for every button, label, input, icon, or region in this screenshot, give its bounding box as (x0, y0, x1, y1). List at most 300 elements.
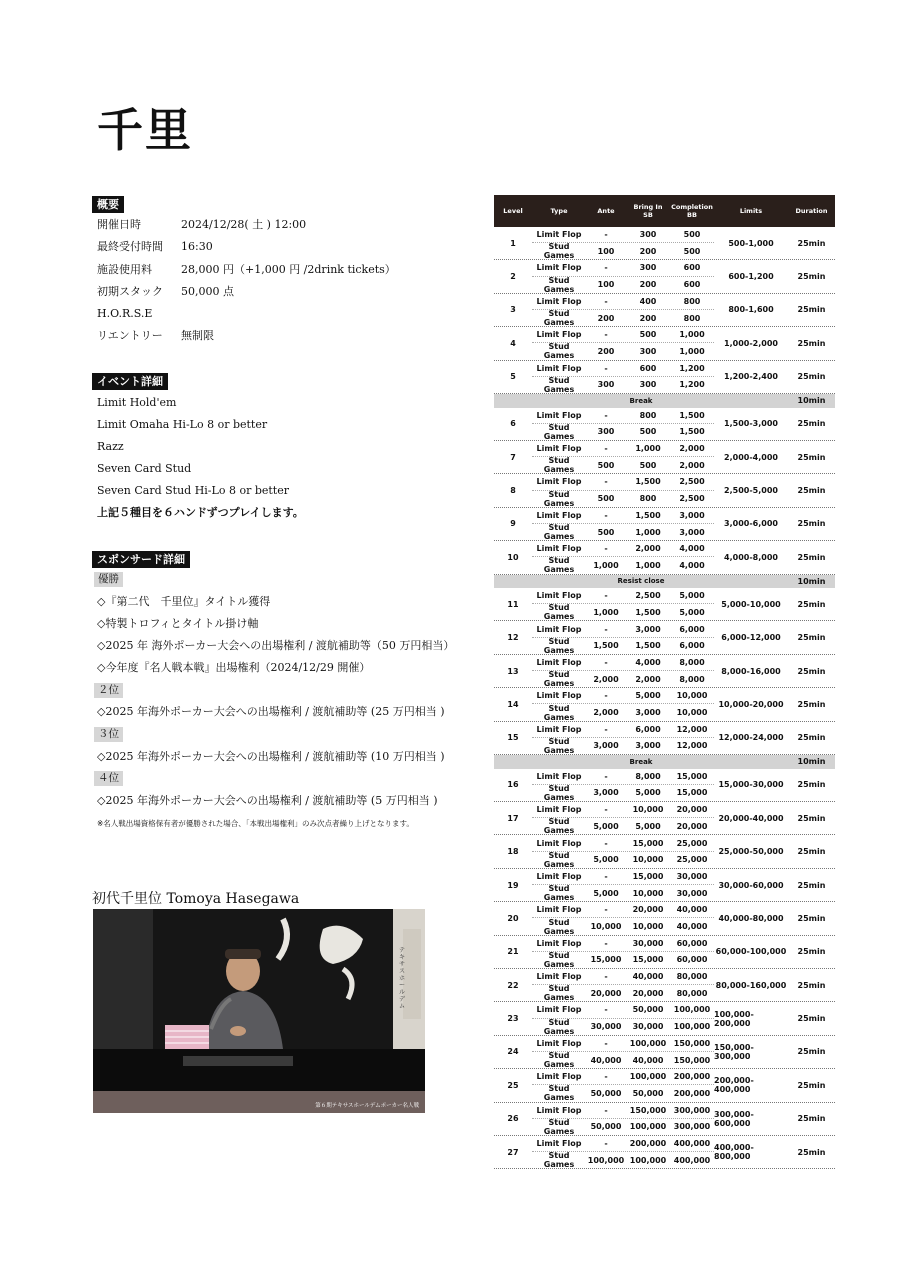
overview-key: H.O.R.S.E (97, 307, 153, 320)
limits-value: 1,500-3,000 (724, 419, 778, 429)
level-detail (532, 621, 714, 653)
break-label: Resist close (617, 577, 665, 586)
stud-games-row (532, 343, 714, 359)
break-row (494, 575, 835, 589)
ante-value: 500 (597, 527, 615, 537)
level-detail (532, 474, 714, 506)
bring-in-value: 200 (639, 246, 657, 256)
bring-in-value: 50,000 (632, 1005, 664, 1015)
ante-value: 10,000 (590, 922, 622, 931)
bring-in-value: 5,000 (635, 788, 661, 798)
bring-in-value: 5,000 (635, 691, 661, 701)
ante-value: - (604, 330, 608, 340)
bring-in-value: 15,000 (632, 871, 664, 881)
level-row (494, 688, 835, 721)
bring-in-value: 200,000 (629, 1139, 667, 1149)
limits-value: 1,200-2,400 (724, 372, 778, 382)
limit-flop-row (532, 227, 714, 243)
level-number: 7 (510, 452, 516, 462)
ante-value: - (604, 410, 608, 420)
level-row (494, 969, 835, 1002)
level-detail (532, 936, 714, 968)
ante-value: - (604, 510, 608, 520)
level-detail (532, 688, 714, 720)
duration-value: 25min (797, 666, 826, 676)
bring-in-value: 800 (639, 494, 657, 504)
completion-value: 500 (683, 230, 701, 240)
bring-in-value: 500 (639, 330, 657, 340)
completion-value: 60,000 (676, 955, 708, 965)
prize-item: ◇2025 年 海外ポーカー大会への出場権利 / 渡航補助等（50 万円相当） (97, 639, 455, 652)
level-number: 1 (510, 238, 516, 248)
limits-value: 40,000-80,000 (718, 913, 784, 923)
table-body (494, 227, 835, 1169)
completion-value: 40,000 (676, 905, 708, 915)
limit-flop-row (532, 869, 714, 885)
level-number: 12 (507, 633, 519, 643)
ante-value: - (604, 771, 608, 781)
prize-item: ◇2025 年海外ポーカー大会への出場権利 / 渡航補助等 (25 万円相当 ) (97, 705, 445, 718)
duration-value: 25min (797, 238, 826, 248)
ante-value: - (604, 591, 608, 601)
ante-value: - (604, 805, 608, 815)
bring-in-value: 40,000 (632, 972, 664, 982)
completion-value: 200,000 (673, 1088, 711, 1098)
bring-in-value: 50,000 (632, 1088, 664, 1098)
level-detail (532, 869, 714, 901)
level-number: 13 (507, 666, 519, 676)
level-number: 18 (507, 847, 519, 857)
ante-value: - (604, 263, 608, 273)
stud-games-row (532, 852, 714, 868)
level-number: 11 (507, 599, 519, 609)
break-row (494, 394, 835, 408)
ante-value: 3,000 (593, 788, 619, 798)
type-limit-flop: Limit Flop (536, 805, 582, 815)
completion-value: 1,200 (679, 380, 705, 390)
level-row (494, 802, 835, 835)
completion-value: 100,000 (673, 1005, 711, 1015)
ante-value: - (604, 444, 608, 454)
level-row (494, 361, 835, 394)
bring-in-value: 15,000 (632, 838, 664, 848)
type-stud-games: Stud Games (543, 342, 575, 361)
bring-in-value: 300 (639, 263, 657, 273)
break-duration: 10min (797, 757, 826, 767)
limits-value: 6,000-12,000 (721, 633, 781, 643)
type-stud-games: Stud Games (543, 1151, 575, 1170)
stud-games-row (532, 885, 714, 901)
stud-games-row (532, 524, 714, 540)
overview-heading: 概要 (92, 196, 124, 213)
level-number: 15 (507, 733, 519, 743)
blind-structure-table (494, 195, 835, 1169)
table-header (494, 195, 835, 227)
type-limit-flop: Limit Flop (536, 230, 582, 240)
duration-value: 25min (797, 1080, 826, 1090)
ante-value: 100 (597, 246, 615, 256)
limit-flop-row (532, 902, 714, 918)
duration-value: 25min (797, 486, 826, 496)
limit-flop-row (532, 408, 714, 424)
break-row (494, 755, 835, 769)
stud-games-row (532, 310, 714, 326)
level-detail (532, 1069, 714, 1101)
ante-value: - (604, 657, 608, 667)
completion-value: 6,000 (679, 641, 705, 651)
ante-value: 50,000 (590, 1088, 622, 1098)
type-limit-flop: Limit Flop (536, 691, 582, 701)
bring-in-value: 400 (639, 296, 657, 306)
champion-photo-art (93, 909, 425, 1113)
bring-in-value: 2,000 (635, 544, 661, 554)
completion-value: 25,000 (676, 855, 708, 865)
duration-value: 25min (797, 519, 826, 529)
type-limit-flop: Limit Flop (536, 724, 582, 734)
completion-value: 60,000 (676, 938, 708, 948)
ante-value: 100,000 (587, 1155, 625, 1165)
limit-flop-row (532, 294, 714, 310)
bring-in-value: 100,000 (629, 1072, 667, 1082)
footnote: ※名人戦出場資格保有者が優勝された場合、「本戦出場権利」のみ次点者繰り上げとなります。 (97, 819, 414, 828)
level-row (494, 508, 835, 541)
limit-flop-row (532, 621, 714, 637)
stud-games-row (532, 243, 714, 259)
header-bring-in (626, 203, 670, 219)
completion-value: 100,000 (673, 1022, 711, 1032)
duration-value: 25min (797, 880, 826, 890)
break-duration: 10min (797, 396, 826, 406)
prize-item: ◇『第二代 千里位』タイトル獲得 (97, 595, 271, 608)
overview-row (97, 307, 181, 321)
completion-value: 30,000 (676, 888, 708, 898)
level-number: 4 (510, 338, 516, 348)
level-detail (532, 294, 714, 326)
completion-value: 2,500 (679, 477, 705, 487)
bring-in-value: 20,000 (632, 905, 664, 915)
stud-games-row (532, 457, 714, 473)
stud-games-row (532, 785, 714, 801)
bring-in-value: 1,500 (635, 510, 661, 520)
completion-value: 12,000 (676, 741, 708, 751)
bring-in-value: 200 (639, 313, 657, 323)
duration-value: 25min (797, 372, 826, 382)
bring-in-value: 1,500 (635, 641, 661, 651)
photo-caption: 初代千里位 Tomoya Hasegawa (92, 891, 300, 907)
level-number: 25 (507, 1080, 519, 1090)
duration-value: 25min (797, 947, 826, 957)
header-bring-in-label: Bring In (633, 203, 663, 211)
level-row (494, 408, 835, 441)
limits-value: 2,500-5,000 (724, 486, 778, 496)
duration-value: 25min (797, 913, 826, 923)
ante-value: 500 (597, 460, 615, 470)
page-title: 千里 (97, 103, 193, 157)
bring-in-value: 2,500 (635, 591, 661, 601)
level-number: 21 (507, 947, 519, 957)
completion-value: 6,000 (679, 624, 705, 634)
prize-item: ◇2025 年海外ポーカー大会への出場権利 / 渡航補助等 (10 万円相当 ) (97, 750, 445, 763)
bring-in-value: 500 (639, 427, 657, 437)
type-stud-games: Stud Games (543, 1084, 575, 1103)
bring-in-value: 30,000 (632, 938, 664, 948)
stud-games-row (532, 491, 714, 507)
bring-in-value: 1,500 (635, 607, 661, 617)
ante-value: 2,000 (593, 708, 619, 718)
ante-value: 300 (597, 427, 615, 437)
level-detail (532, 260, 714, 292)
level-row (494, 441, 835, 474)
break-label: Break (629, 396, 653, 405)
completion-value: 400,000 (673, 1139, 711, 1149)
limits-value: 8,000-16,000 (721, 666, 781, 676)
bring-in-value: 3,000 (635, 708, 661, 718)
completion-value: 20,000 (676, 821, 708, 831)
completion-value: 150,000 (673, 1055, 711, 1065)
completion-value: 300,000 (673, 1105, 711, 1115)
type-limit-flop: Limit Flop (536, 1139, 582, 1149)
game-item: Seven Card Stud Hi-Lo 8 or better (97, 484, 289, 497)
ante-value: - (604, 724, 608, 734)
ante-value: 3,000 (593, 741, 619, 751)
ante-value: 200 (597, 346, 615, 356)
bring-in-value: 10,000 (632, 922, 664, 931)
type-limit-flop: Limit Flop (536, 330, 582, 340)
stud-games-row (532, 918, 714, 934)
bring-in-value: 1,000 (635, 560, 661, 570)
level-detail (532, 902, 714, 934)
type-stud-games: Stud Games (543, 817, 575, 836)
bring-in-value: 5,000 (635, 821, 661, 831)
stud-games-row (532, 604, 714, 620)
break-duration: 10min (797, 576, 826, 586)
type-limit-flop: Limit Flop (536, 263, 582, 273)
type-limit-flop: Limit Flop (536, 544, 582, 554)
ante-value: - (604, 363, 608, 373)
type-limit-flop: Limit Flop (536, 444, 582, 454)
bring-in-value: 1,000 (635, 444, 661, 454)
limits-value: 150,000-300,000 (714, 1042, 754, 1061)
limits-value: 4,000-8,000 (724, 552, 778, 562)
ante-value: 1,500 (593, 641, 619, 651)
type-limit-flop: Limit Flop (536, 938, 582, 948)
ante-value: - (604, 296, 608, 306)
ante-value: 30,000 (590, 1022, 622, 1032)
bring-in-value: 300 (639, 230, 657, 240)
ante-value: 300 (597, 380, 615, 390)
completion-value: 600 (683, 263, 701, 273)
level-detail (532, 508, 714, 540)
limits-value: 800-1,600 (728, 305, 774, 315)
completion-value: 40,000 (676, 922, 708, 931)
ante-value: - (604, 1139, 608, 1149)
level-number: 3 (510, 305, 516, 315)
limit-flop-row (532, 655, 714, 671)
level-row (494, 327, 835, 360)
level-detail (532, 1103, 714, 1135)
stud-games-row (532, 738, 714, 754)
type-limit-flop: Limit Flop (536, 905, 582, 915)
limits-value: 80,000-160,000 (715, 980, 787, 990)
header-ante: Ante (597, 207, 615, 215)
type-limit-flop: Limit Flop (536, 657, 582, 667)
stud-games-row (532, 1085, 714, 1101)
stud-games-row (532, 424, 714, 440)
level-row (494, 227, 835, 260)
bring-in-value: 200 (639, 280, 657, 290)
ante-value: - (604, 1005, 608, 1015)
level-detail (532, 769, 714, 801)
type-stud-games: Stud Games (543, 1117, 575, 1136)
duration-value: 25min (797, 1014, 826, 1024)
prize-item: ◇2025 年海外ポーカー大会への出場権利 / 渡航補助等 (5 万円相当 ) (97, 794, 438, 807)
limit-flop-row (532, 541, 714, 557)
completion-value: 80,000 (676, 988, 708, 998)
type-limit-flop: Limit Flop (536, 363, 582, 373)
type-stud-games: Stud Games (543, 1017, 575, 1036)
bring-in-value: 4,000 (635, 657, 661, 667)
header-completion-label: Completion (671, 203, 713, 211)
stud-games-row (532, 985, 714, 1001)
completion-value: 10,000 (676, 708, 708, 718)
type-stud-games: Stud Games (543, 984, 575, 1003)
stud-games-row (532, 952, 714, 968)
limit-flop-row (532, 1002, 714, 1018)
bring-in-value: 20,000 (632, 988, 664, 998)
ante-value: - (604, 1105, 608, 1115)
type-stud-games: Stud Games (543, 603, 575, 622)
limit-flop-row (532, 1069, 714, 1085)
duration-value: 25min (797, 780, 826, 790)
level-number: 17 (507, 813, 519, 823)
bring-in-value: 3,000 (635, 624, 661, 634)
bring-in-value: 10,000 (632, 855, 664, 865)
type-limit-flop: Limit Flop (536, 591, 582, 601)
duration-value: 25min (797, 733, 826, 743)
type-stud-games: Stud Games (543, 523, 575, 542)
completion-value: 600 (683, 280, 701, 290)
level-detail (532, 1002, 714, 1034)
ante-value: 2,000 (593, 674, 619, 684)
type-limit-flop: Limit Flop (536, 296, 582, 306)
ante-value: 1,000 (593, 560, 619, 570)
level-row (494, 1069, 835, 1102)
limit-flop-row (532, 835, 714, 851)
bring-in-value: 300 (639, 346, 657, 356)
type-stud-games: Stud Games (543, 375, 575, 394)
level-number: 6 (510, 419, 516, 429)
ante-value: - (604, 230, 608, 240)
completion-value: 4,000 (679, 560, 705, 570)
level-detail (532, 969, 714, 1001)
level-detail (532, 408, 714, 440)
completion-value: 1,000 (679, 346, 705, 356)
level-detail (532, 722, 714, 754)
ante-value: 200 (597, 313, 615, 323)
limit-flop-row (532, 722, 714, 738)
limits-value: 600-1,200 (728, 272, 774, 282)
rank-fourth-tag: ４位 (94, 771, 123, 786)
limit-flop-row (532, 1036, 714, 1052)
bring-in-value: 100,000 (629, 1155, 667, 1165)
ante-value: 5,000 (593, 855, 619, 865)
completion-value: 5,000 (679, 591, 705, 601)
type-limit-flop: Limit Flop (536, 1005, 582, 1015)
type-stud-games: Stud Games (543, 670, 575, 689)
bring-in-value: 800 (639, 410, 657, 420)
limit-flop-row (532, 441, 714, 457)
bring-in-value: 3,000 (635, 741, 661, 751)
header-level: Level (503, 207, 523, 215)
level-row (494, 294, 835, 327)
bring-in-value: 1,000 (635, 527, 661, 537)
level-detail (532, 655, 714, 687)
type-stud-games: Stud Games (543, 1051, 575, 1070)
duration-value: 25min (797, 847, 826, 857)
ante-value: - (604, 691, 608, 701)
level-row (494, 588, 835, 621)
type-stud-games: Stud Games (543, 884, 575, 903)
type-limit-flop: Limit Flop (536, 1038, 582, 1048)
completion-value: 8,000 (679, 674, 705, 684)
level-detail (532, 361, 714, 393)
limits-value: 500-1,000 (728, 238, 774, 248)
type-stud-games: Stud Games (543, 489, 575, 508)
completion-value: 2,000 (679, 460, 705, 470)
overview-key: リエントリー (97, 329, 163, 342)
level-row (494, 869, 835, 902)
ante-value: - (604, 905, 608, 915)
type-limit-flop: Limit Flop (536, 972, 582, 982)
ante-value: - (604, 1072, 608, 1082)
ante-value: 1,000 (593, 607, 619, 617)
completion-value: 3,000 (679, 527, 705, 537)
type-stud-games: Stud Games (543, 736, 575, 755)
type-limit-flop: Limit Flop (536, 624, 582, 634)
limits-value: 15,000-30,000 (718, 780, 784, 790)
limits-value: 5,000-10,000 (721, 599, 781, 609)
stud-games-row (532, 704, 714, 720)
level-row (494, 1036, 835, 1069)
type-limit-flop: Limit Flop (536, 410, 582, 420)
limit-flop-row (532, 1136, 714, 1152)
level-detail (532, 835, 714, 867)
completion-value: 5,000 (679, 607, 705, 617)
duration-value: 25min (797, 1114, 826, 1124)
completion-value: 4,000 (679, 544, 705, 554)
event-heading: イベント詳細 (92, 373, 168, 390)
ante-value: - (604, 871, 608, 881)
bring-in-value: 40,000 (632, 1055, 664, 1065)
limits-value: 20,000-40,000 (718, 813, 784, 823)
duration-value: 25min (797, 338, 826, 348)
level-row (494, 260, 835, 293)
duration-value: 25min (797, 419, 826, 429)
duration-value: 25min (797, 980, 826, 990)
limit-flop-row (532, 969, 714, 985)
duration-value: 25min (797, 552, 826, 562)
bring-in-value: 2,000 (635, 674, 661, 684)
level-row (494, 769, 835, 802)
level-detail (532, 802, 714, 834)
level-number: 22 (507, 980, 519, 990)
completion-value: 2,000 (679, 444, 705, 454)
completion-value: 20,000 (676, 805, 708, 815)
completion-value: 1,500 (679, 427, 705, 437)
sponsor-heading: スポンサード詳細 (92, 551, 190, 568)
limit-flop-row (532, 361, 714, 377)
photo-side-text: テキサスホールデム (399, 947, 406, 1010)
